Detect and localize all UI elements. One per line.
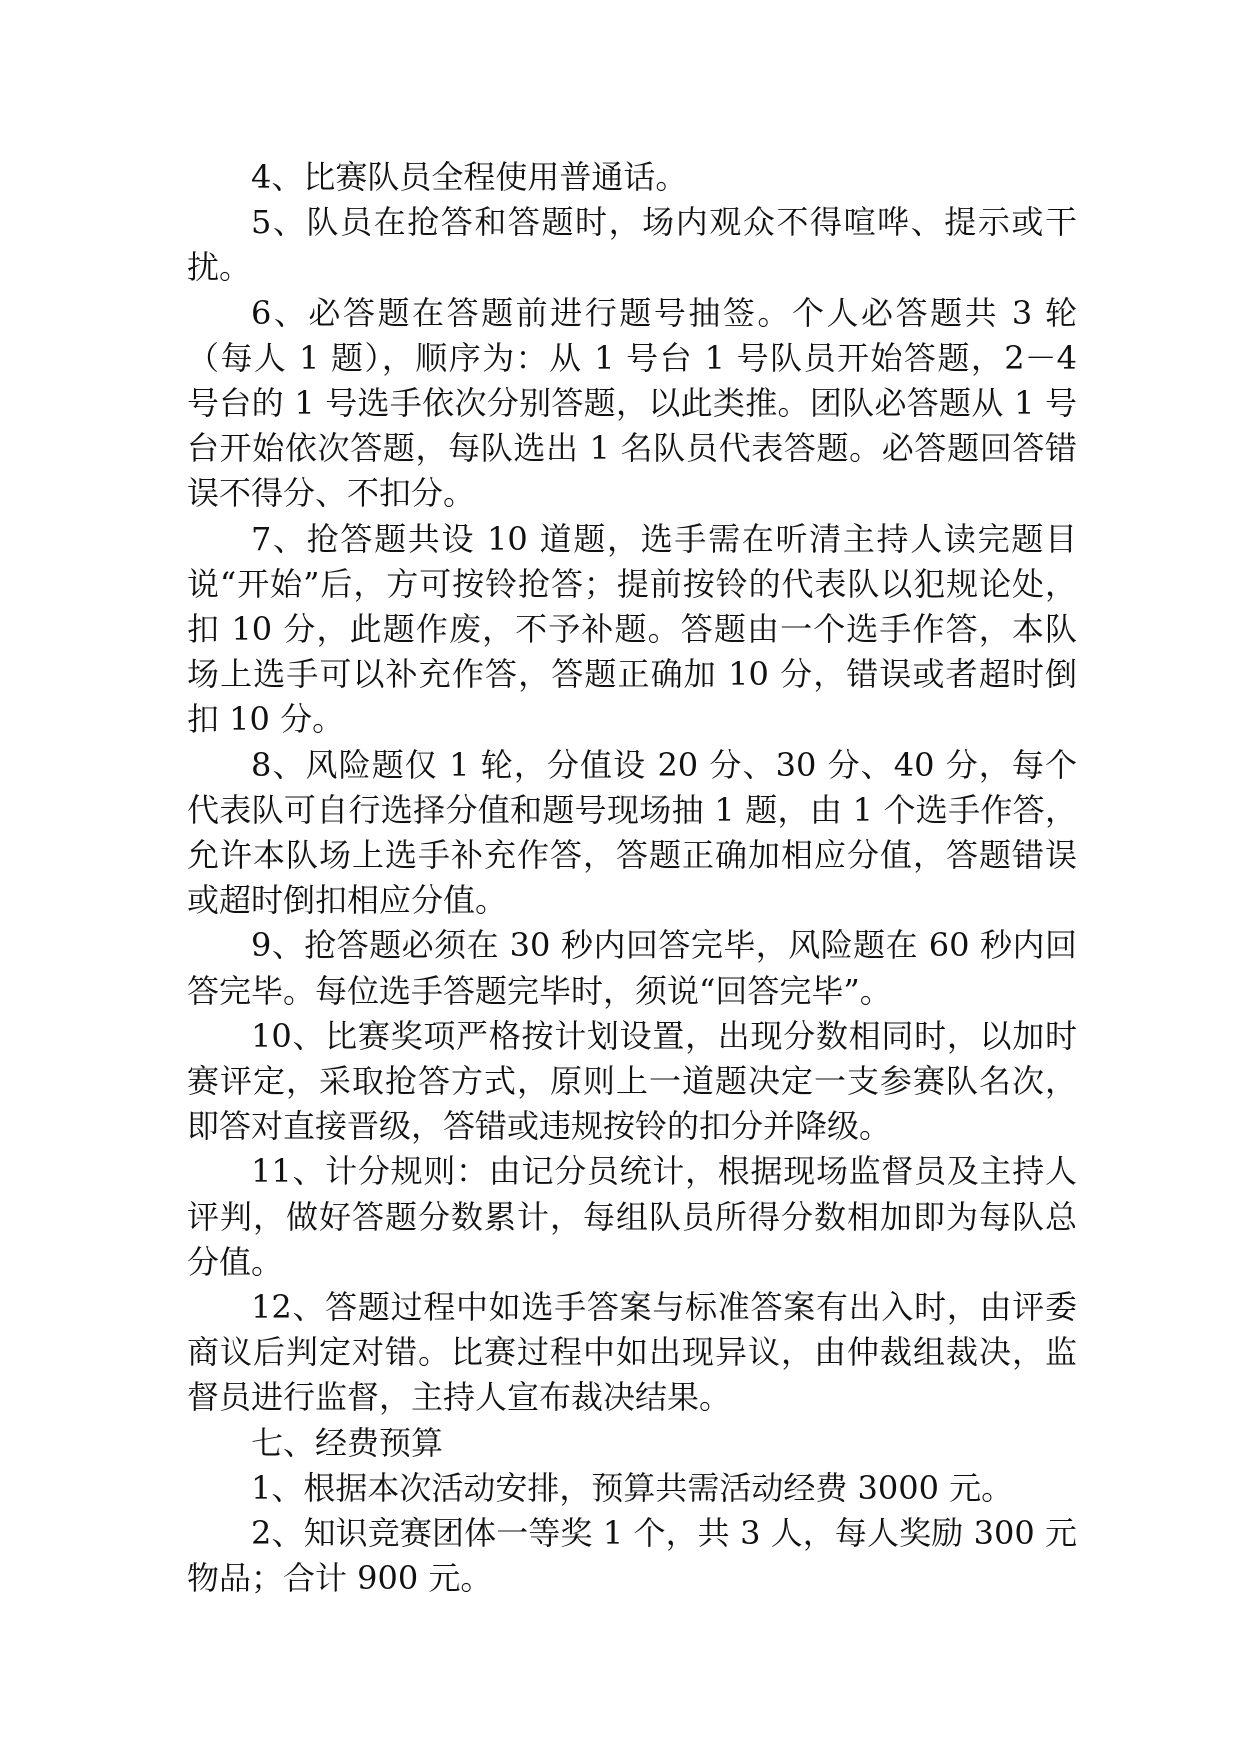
rule-paragraph-7: 7、抢答题共设 10 道题，选手需在听清主持人读完题目说“开始”后，方可按铃抢答；提前按铃的代表队以犯规论处，扣 10 分，此题作废，不予补题。答题由一个选手作答，本队场上选手可以补充作答，答题正确加 10 分，错误或者超时倒扣 10 分。 — [187, 519, 1077, 739]
rule-paragraph-12: 12、答题过程中如选手答案与标准答案有出入时，由评委商议后判定对错。比赛过程中如出现异议，由仲裁组裁决，监督员进行监督，主持人宣布裁决结果。 — [187, 1288, 1077, 1417]
section-heading-budget: 七、经费预算 — [251, 1423, 444, 1462]
rule-paragraph-9: 9、抢答题必须在 30 秒内回答完毕，风险题在 60 秒内回答完毕。每位选手答题完毕时，须说“回答完毕”。 — [187, 926, 1077, 1010]
rule-paragraph-6: 6、必答题在答题前进行题号抽签。个人必答题共 3 轮（每人 1 题），顺序为：从 1 号台 1 号队员开始答题，2－4 号台的 1 号选手依次分别答题，以此类推。团队必答题从 1 号台开始依次答题，每队选出 1 名队员代表答题。必答题回答错误不得分、不扣分。 — [187, 293, 1077, 513]
rule-paragraph-8: 8、风险题仅 1 轮，分值设 20 分、30 分、40 分，每个代表队可自行选择分值和题号现场抽 1 题，由 1 个选手作答，允许本队场上选手补充作答，答题正确加相应分值，答题错误或超时倒扣相应分值。 — [187, 745, 1077, 920]
rule-paragraph-11: 11、计分规则：由记分员统计，根据现场监督员及主持人评判，做好答题分数累计，每组队员所得分数相加即为每队总分值。 — [187, 1152, 1077, 1281]
budget-item-1: 1、根据本次活动安排，预算共需活动经费 3000 元。 — [251, 1468, 1014, 1507]
rule-paragraph-4: 4、比赛队员全程使用普通话。 — [251, 158, 688, 196]
document-body — [187, 155, 1077, 1602]
rule-paragraph-5: 5、队员在抢答和答题时，场内观众不得喧哗、提示或干扰。 — [187, 203, 1077, 287]
rule-paragraph-10: 10、比赛奖项严格按计划设置，出现分数相同时，以加时赛评定，采取抢答方式，原则上一道题决定一支参赛队名次，即答对直接晋级，答错或违规按铃的扣分并降级。 — [187, 1016, 1077, 1146]
budget-item-2: 2、知识竞赛团体一等奖 1 个，共 3 人，每人奖励 300 元物品；合计 900 元。 — [187, 1514, 1077, 1598]
